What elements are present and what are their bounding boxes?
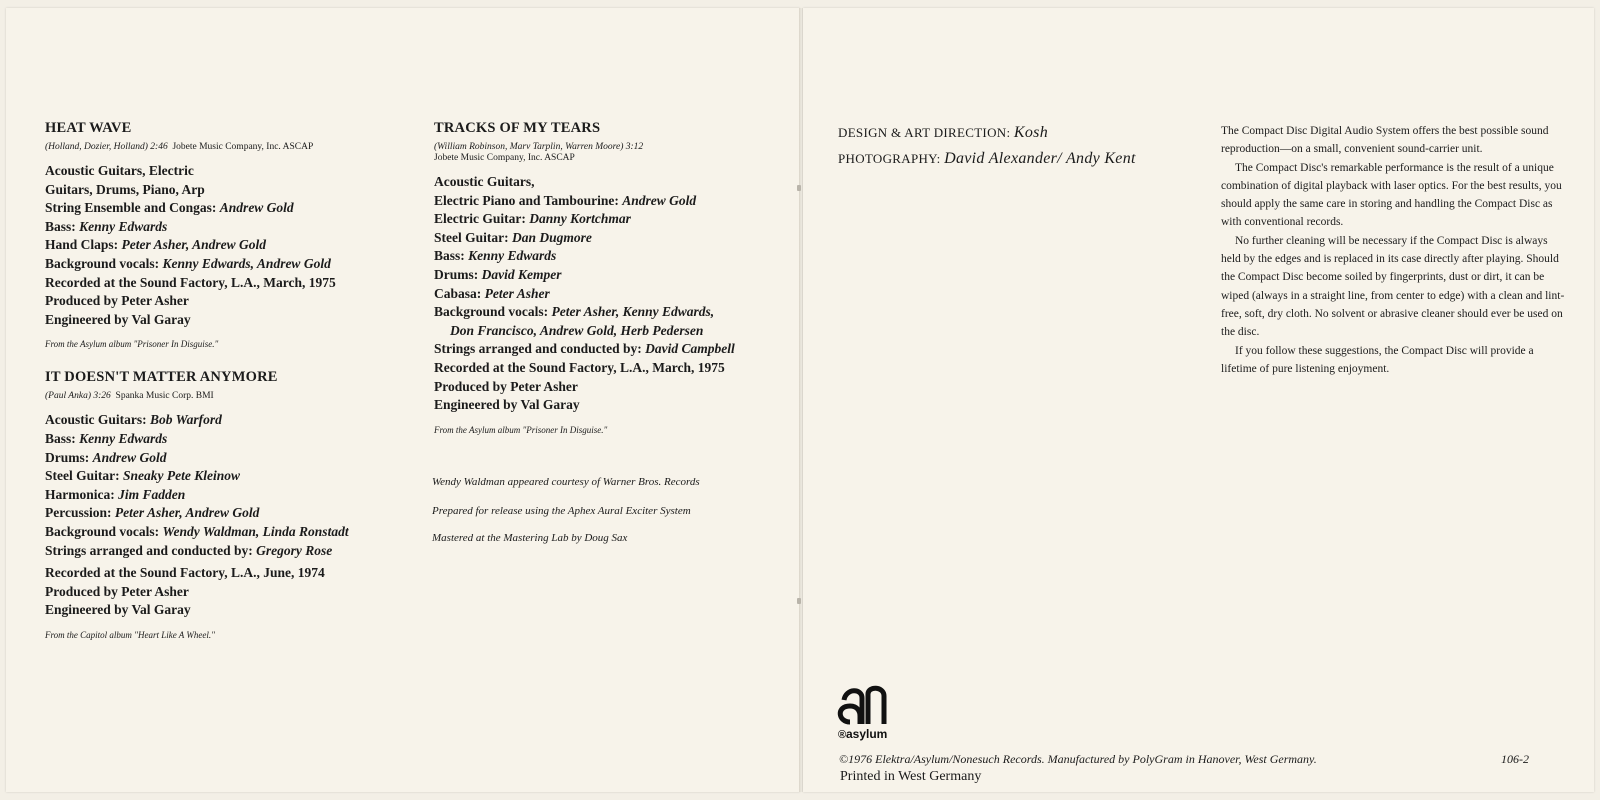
album-source: From the Capitol album "Heart Like A Wheel." <box>45 629 215 640</box>
credit-role: Bass: <box>434 248 469 264</box>
credit-line <box>434 229 794 248</box>
credit-name: Don Francisco, Andrew Gold, Herb Pedersen <box>450 322 704 338</box>
credit-line <box>45 218 415 237</box>
credit-name: Peter Asher <box>484 285 550 301</box>
credit-line <box>45 199 415 218</box>
credit-name: Kenny Edwards <box>79 218 168 234</box>
credit-name: Kenny Edwards, Andrew Gold <box>162 255 331 271</box>
photography-credit: PHOTOGRAPHY: David Alexander/ Andy Kent <box>838 150 1136 167</box>
credit-line <box>45 411 415 430</box>
printed-in: Printed in West Germany <box>840 769 982 784</box>
aphex-note: Prepared for release using the Aphex Aural Exciter System <box>432 505 691 517</box>
credit-role: Produced by Peter Asher <box>45 293 189 309</box>
credit-name: Kenny Edwards <box>79 430 168 446</box>
credit-name: Gregory Rose <box>256 542 333 558</box>
credit-name: Wendy Waldman, Linda Ronstadt <box>162 523 349 539</box>
svg-text:®: ® <box>838 729 847 741</box>
track-writers: (Paul Anka) 3:26 Spanka Music Corp. BMI <box>45 391 214 402</box>
credit-role: Steel Guitar: <box>434 229 512 245</box>
cd-paragraph: If you follow these suggestions, the Compact Disc will provide a lifetime of pure listening enjoyment. <box>1221 344 1534 375</box>
credit-role: Strings arranged and conducted by: <box>45 542 257 558</box>
catalog-number: 106-2 <box>1501 752 1529 766</box>
credit-role: Background vocals: <box>434 304 552 320</box>
credit-name: Peter Asher, Andrew Gold <box>121 237 267 253</box>
credit-line <box>45 162 415 181</box>
credit-name: Sneaky Pete Kleinow <box>122 468 240 484</box>
copyright-line: ©1976 Elektra/Asylum/Nonesuch Records. Manufactured by PolyGram in Hanover, West Germany. <box>839 752 1317 766</box>
credit-role: Produced by Peter Asher <box>45 583 189 599</box>
credit-line <box>45 181 415 200</box>
credit-role: Hand Claps: <box>45 237 122 253</box>
credit-line <box>45 583 415 602</box>
credit-line <box>434 396 794 415</box>
credit-name: Jim Fadden <box>118 486 186 502</box>
credit-line <box>45 236 415 255</box>
left-column-2 <box>434 120 794 435</box>
credit-line <box>434 173 794 192</box>
credit-name: Peter Asher, Kenny Edwards, <box>551 304 715 320</box>
credit-line <box>45 274 415 293</box>
design-credit: DESIGN & ART DIRECTION: Kosh <box>838 124 1049 141</box>
credit-line <box>45 504 415 523</box>
track-title: HEAT WAVE <box>45 120 132 136</box>
credit-name: Andrew Gold <box>219 200 294 216</box>
credit-role: Background vocals: <box>45 523 163 539</box>
credit-line <box>434 192 794 211</box>
credit-name: David Kemper <box>481 266 562 282</box>
track-title: TRACKS OF MY TEARS <box>434 120 601 136</box>
credit-line <box>434 303 794 322</box>
track-writers: (William Robinson, Marv Tarplin, Warren Moore) 3:12 Jobete Music Company, Inc. ASCAP <box>434 142 644 163</box>
album-source: From the Asylum album "Prisoner In Disguise." <box>45 339 219 350</box>
credit-line <box>45 430 415 449</box>
credit-line <box>434 378 794 397</box>
credit-role: Engineered by Val Garay <box>45 311 191 327</box>
credits-list <box>45 162 415 329</box>
credits-list <box>434 173 794 415</box>
credit-line <box>45 311 415 330</box>
credit-role: Percussion: <box>45 505 115 521</box>
credit-line <box>434 266 794 285</box>
cd-paragraph: No further cleaning will be necessary if the Compact Disc is always held by the edges and is replaced in its case directly after playing. Should the Compact Disc become soiled by fingerprints, dust or dirt, it can be wiped (always in a straight line, from center to edge) with a clean and lint-free, soft, dry cloth. No solvent or abrasive cleaner should ever be used on the disc. <box>1221 234 1565 339</box>
credit-role: Acoustic Guitars, <box>434 174 535 189</box>
credit-line <box>45 564 415 583</box>
credit-role: Acoustic Guitars, Electric <box>45 163 194 178</box>
album-source: From the Asylum album "Prisoner In Disguise." <box>434 424 608 435</box>
credit-name: Andrew Gold <box>92 449 167 465</box>
cd-care-text <box>1221 122 1566 378</box>
credit-line <box>434 322 794 341</box>
credit-role: Bass: <box>45 430 80 446</box>
credit-line <box>45 449 415 468</box>
credit-line <box>45 292 415 311</box>
credit-role: Engineered by Val Garay <box>45 602 191 618</box>
credit-name: Bob Warford <box>150 412 222 428</box>
credit-line <box>45 255 415 274</box>
credit-name: David Campbell <box>645 341 735 357</box>
credit-role: Recorded at the Sound Factory, L.A., March, 1975 <box>45 274 336 290</box>
credit-role: Recorded at the Sound Factory, L.A., June, 1974 <box>45 565 325 581</box>
credit-role: Guitars, Drums, Piano, Arp <box>45 181 205 197</box>
credit-line <box>434 340 794 359</box>
credit-role: Harmonica: <box>45 486 119 502</box>
credit-role: Engineered by Val Garay <box>434 397 580 413</box>
credit-role: Drums: <box>45 449 93 465</box>
cd-paragraph: The Compact Disc's remarkable performance is the result of a unique combination of digital playback with laser optics. For the best results, you should apply the same care in storing and handling the Compact Disc as with conventional records. <box>1221 161 1562 229</box>
credit-role: Recorded at the Sound Factory, L.A., March, 1975 <box>434 359 725 375</box>
credit-role: Electric Guitar: <box>434 211 530 227</box>
cd-paragraph: The Compact Disc Digital Audio System offers the best possible sound reproduction—on a small, convenient sound-carrier unit. <box>1221 125 1549 156</box>
credit-line <box>45 486 415 505</box>
credit-role: Drums: <box>434 266 482 282</box>
credit-line <box>434 247 794 266</box>
credits-list <box>45 411 415 620</box>
svg-text:asylum: asylum <box>846 727 888 741</box>
track-writers: (Holland, Dozier, Holland) 2:46 Jobete Music Company, Inc. ASCAP <box>45 142 314 152</box>
credit-line <box>45 601 415 620</box>
asylum-logo <box>832 680 892 742</box>
credit-line <box>434 359 794 378</box>
asylum-logo-icon <box>832 680 892 742</box>
credit-line <box>434 285 794 304</box>
credit-role: Strings arranged and conducted by: <box>434 341 646 357</box>
credit-name: Dan Dugmore <box>511 229 592 245</box>
credit-name: Danny Kortchmar <box>529 211 631 227</box>
credit-line <box>45 542 415 561</box>
credit-role: Steel Guitar: <box>45 468 123 484</box>
credit-name: Peter Asher, Andrew Gold <box>114 505 260 521</box>
credit-role: Background vocals: <box>45 255 163 271</box>
credit-line <box>45 523 415 542</box>
credit-role: Produced by Peter Asher <box>434 378 578 394</box>
track-title: IT DOESN'T MATTER ANYMORE <box>45 369 278 386</box>
left-column-1 <box>45 120 415 640</box>
mastering-note: Mastered at the Mastering Lab by Doug Sax <box>432 532 628 544</box>
courtesy-note: Wendy Waldman appeared courtesy of Warner Bros. Records <box>432 476 700 488</box>
credit-role: Bass: <box>45 218 80 234</box>
credit-name: Andrew Gold <box>622 192 697 208</box>
credit-role: Cabasa: <box>434 285 485 301</box>
credit-line <box>45 467 415 486</box>
staple <box>797 598 801 604</box>
staple <box>797 185 801 191</box>
credit-line <box>434 210 794 229</box>
credit-role: Acoustic Guitars: <box>45 412 150 428</box>
credit-role: Electric Piano and Tambourine: <box>434 192 623 208</box>
credit-name: Kenny Edwards <box>468 248 557 264</box>
credit-role: String Ensemble and Congas: <box>45 200 220 216</box>
